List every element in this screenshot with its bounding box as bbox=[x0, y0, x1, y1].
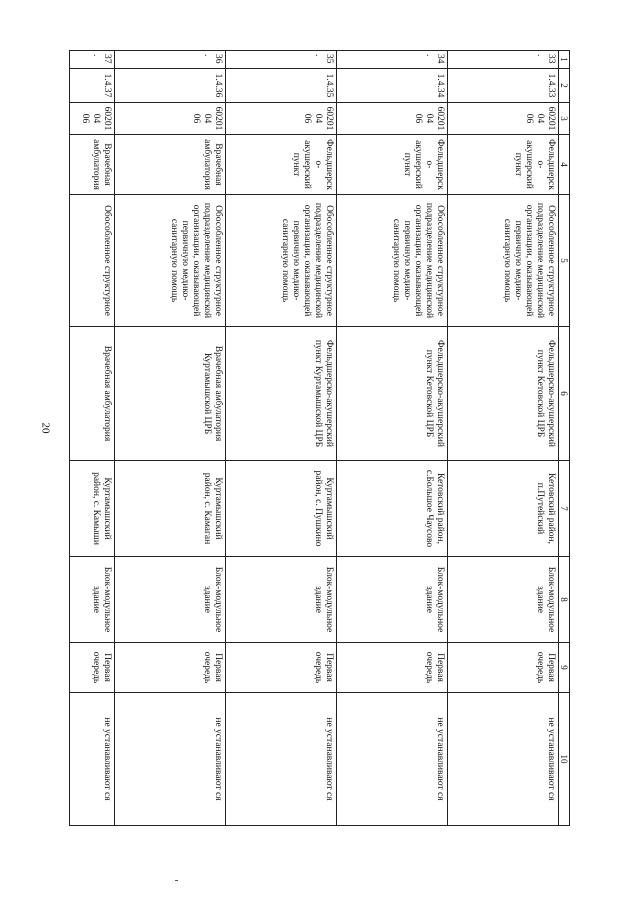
page-number: 20 bbox=[39, 422, 52, 434]
row-note: не устанавливают ся bbox=[69, 693, 114, 826]
row-code: 1.4.33 bbox=[447, 69, 558, 103]
row-code: 1.4.35 bbox=[225, 69, 336, 103]
row-type: Фельдшерско-акушерский пункт bbox=[447, 135, 558, 195]
row-code: 1.4.37 bbox=[69, 69, 114, 103]
row-number: 34. bbox=[336, 51, 447, 69]
row-number: 36. bbox=[114, 51, 225, 69]
rotated-table bbox=[79, 50, 570, 825]
column-header: 1 bbox=[558, 51, 569, 69]
row-location: Куртамышский район, с. Камыши bbox=[69, 461, 114, 557]
row-org: Фельдшерско-акушерский пункт Кетовской ЦРБ bbox=[447, 327, 558, 461]
row-status: Обособленное структурное подразделение медицинской организации, оказывающей первичную медико-санитарную помощь bbox=[114, 195, 225, 327]
row-okved: 6020104 06 bbox=[69, 103, 114, 135]
row-location: Кетовский район, с.Большое Чаусово bbox=[336, 461, 447, 557]
row-status: Обособленное структурное подразделение медицинской организации, оказывающей первичную медико-санитарную помощь bbox=[336, 195, 447, 327]
row-stage: Первая очередь bbox=[447, 643, 558, 693]
row-building: Блок-модульное здание bbox=[69, 557, 114, 643]
row-number: 33. bbox=[447, 51, 558, 69]
row-stage: Первая очередь bbox=[336, 643, 447, 693]
row-number: 35. bbox=[225, 51, 336, 69]
row-stage: Первая очередь bbox=[225, 643, 336, 693]
header-row bbox=[558, 51, 569, 826]
column-header: 7 bbox=[558, 461, 569, 557]
row-building: Блок-модульное здание bbox=[336, 557, 447, 643]
scan-dot bbox=[175, 880, 178, 881]
column-header: 3 bbox=[558, 103, 569, 135]
row-type: Фельдшерско-акушерский пункт bbox=[336, 135, 447, 195]
column-header: 2 bbox=[558, 69, 569, 103]
table-row bbox=[447, 51, 558, 826]
table-row bbox=[225, 51, 336, 826]
column-header: 10 bbox=[558, 693, 569, 826]
row-code: 1.4.34 bbox=[336, 69, 447, 103]
table-row bbox=[336, 51, 447, 826]
table-container bbox=[79, 50, 570, 825]
row-status: Обособленное структурное bbox=[69, 195, 114, 327]
row-okved: 6020104 06 bbox=[447, 103, 558, 135]
row-note: не устанавливают ся bbox=[336, 693, 447, 826]
row-stage: Первая очередь bbox=[69, 643, 114, 693]
row-note: не устанавливают ся bbox=[225, 693, 336, 826]
row-type: Фельдшерско-акушерский пункт bbox=[225, 135, 336, 195]
row-building: Блок-модульное здание bbox=[225, 557, 336, 643]
table-row bbox=[114, 51, 225, 826]
row-status: Обособленное структурное подразделение медицинской организации, оказывающей первичную медико-санитарную помощь bbox=[447, 195, 558, 327]
facilities-table bbox=[69, 50, 570, 826]
row-note: не устанавливают ся bbox=[114, 693, 225, 826]
row-okved: 6020104 06 bbox=[336, 103, 447, 135]
row-org: Врачебная амбулатория Куртамышской ЦРБ bbox=[114, 327, 225, 461]
row-status: Обособленное структурное подразделение медицинской организации, оказывающей первичную медико-санитарную помощь bbox=[225, 195, 336, 327]
row-number: 37. bbox=[69, 51, 114, 69]
column-header: 8 bbox=[558, 557, 569, 643]
row-location: Куртамышский район, с. Камаган bbox=[114, 461, 225, 557]
row-location: Куртамышский район, с. Пушкино bbox=[225, 461, 336, 557]
column-header: 5 bbox=[558, 195, 569, 327]
row-note: не устанавливают ся bbox=[447, 693, 558, 826]
row-okved: 6020104 06 bbox=[225, 103, 336, 135]
row-location: Кетовский район, п.Путейский bbox=[447, 461, 558, 557]
table-row bbox=[69, 51, 114, 826]
row-org: Фельдшерско-акушерский пункт Кетовской ЦРБ bbox=[336, 327, 447, 461]
row-type: Врачебная амбулатория bbox=[114, 135, 225, 195]
row-building: Блок-модульное здание bbox=[114, 557, 225, 643]
row-code: 1.4.36 bbox=[114, 69, 225, 103]
column-header: 9 bbox=[558, 643, 569, 693]
row-stage: Первая очередь bbox=[114, 643, 225, 693]
column-header: 6 bbox=[558, 327, 569, 461]
row-org: Фельдшерско-акушерский пункт Куртамышской ЦРБ bbox=[225, 327, 336, 461]
column-header: 4 bbox=[558, 135, 569, 195]
row-okved: 6020104 06 bbox=[114, 103, 225, 135]
row-type: Врачебная амбулатория bbox=[69, 135, 114, 195]
row-org: Врачебная амбулатория bbox=[69, 327, 114, 461]
row-building: Блок-модульное здание bbox=[447, 557, 558, 643]
